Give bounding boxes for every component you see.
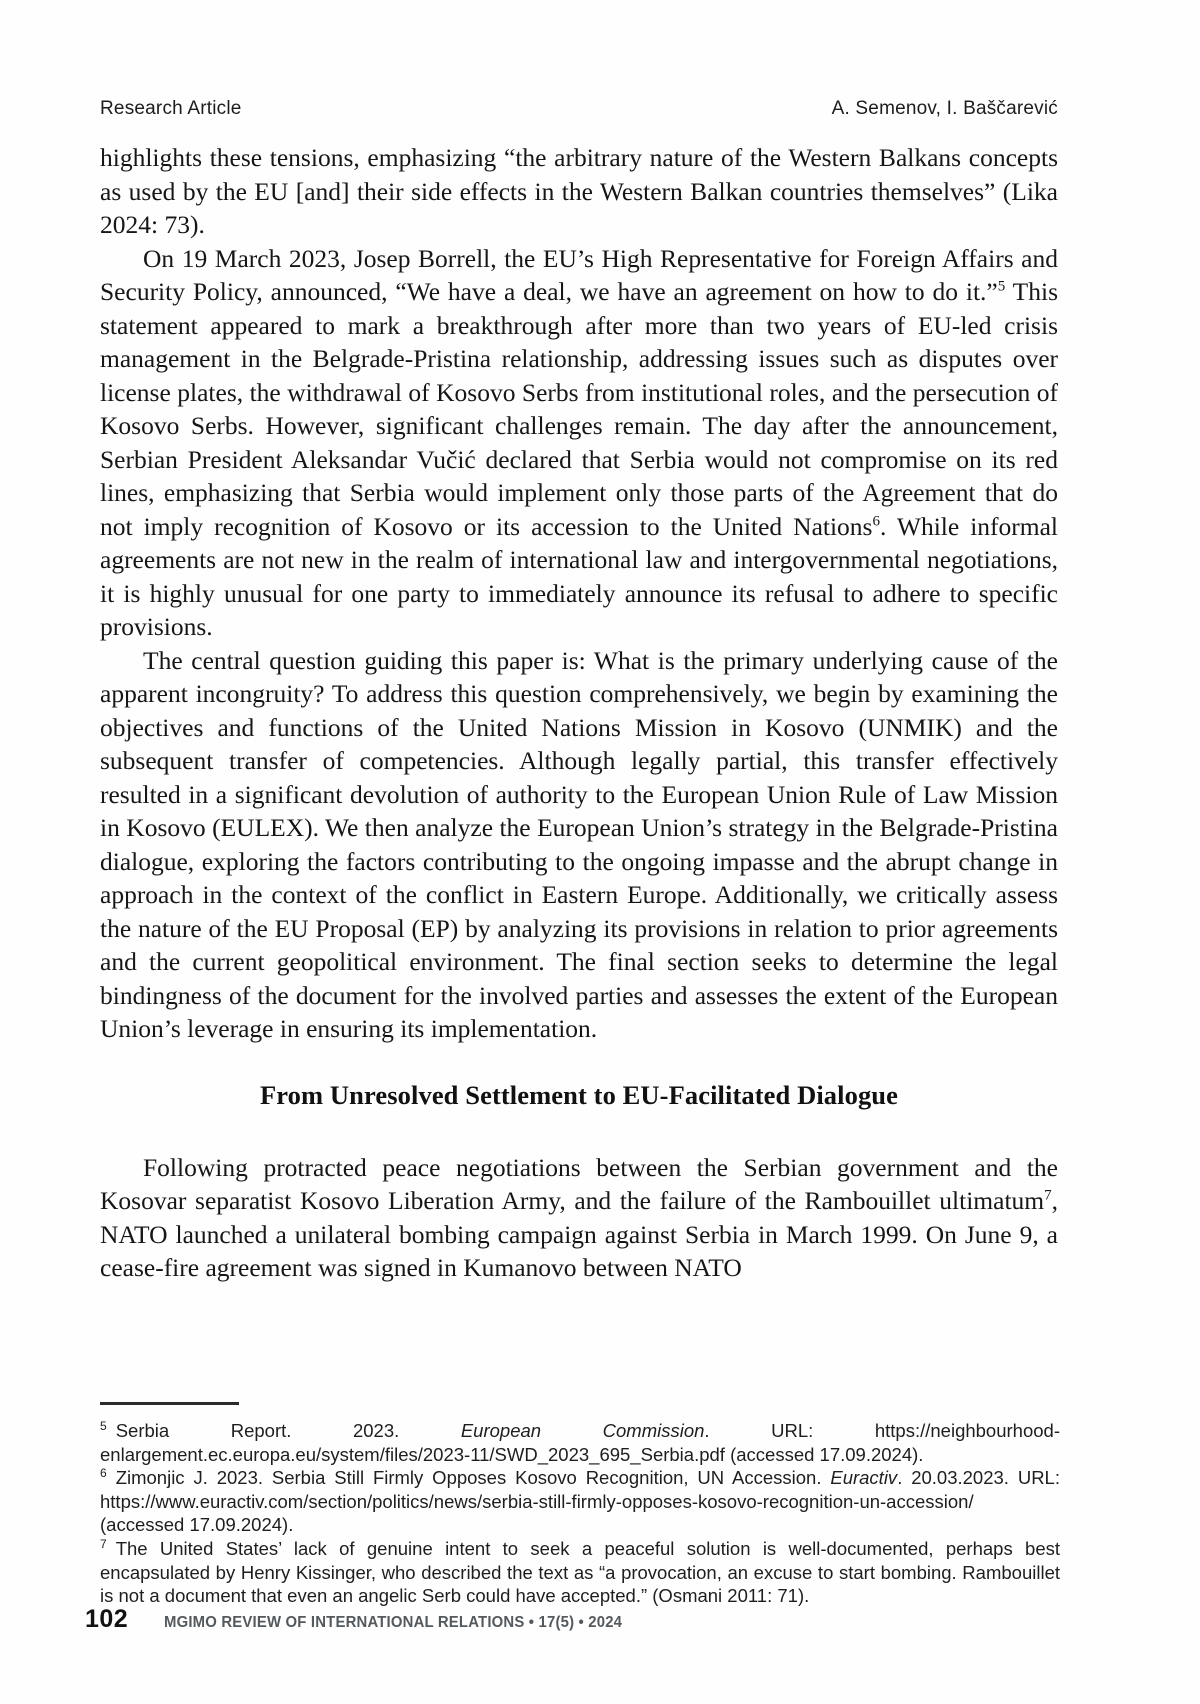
page-number: 102 [85, 1605, 129, 1633]
page-footer [85, 1605, 641, 1634]
body-paragraph: Following protracted peace negotiations between the Serbian government and the Kosovar separatist Kosovo Liberation Army, and the failure of the Rambouillet ultimatum$^7$, NATO launched a unilateral bombing campaign against Serbia in March 1999. On June 9, a cease-fire agreement was signed in Kumanovo between NATO [100, 1152, 1058, 1282]
footnotes-section [100, 1402, 1060, 1608]
body-paragraph: The central question guiding this paper is: What is the primary underlying cause of the apparent incongruity? To address this question comprehensively, we begin by examining the objectives and functions of the United Nations Mission in Kosovo (UNMIK) and the subsequent transfer of competencies. Although legally partial, this transfer effectively resulted in a significant devolution of authority to the European Union Rule of Law Mission in Kosovo (EULEX). We then analyze the European Union’s strategy in the Belgrade-Pristina dialogue, exploring the factors contributing to the ongoing impasse and the abrupt change in approach in the context of the conflict in Eastern Europe. Additionally, we critically assess the nature of the EU Proposal (EP) by analyzing its provisions in relation to prior agreements and the current geopolitical environment. The final section seeks to determine the legal bindingness of the document for the involved parties and assesses the extent of the European Union’s leverage in ensuring its implementation. [100, 645, 1058, 1043]
footnote-text: Zimonjic J. 2023. Serbia Still Firmly Opposes Kosovo Recognition, UN Accession. Euractiv. 20.03.2023. URL: https://www.euractiv.com/section/politics/news/serbia-still-firmly-opposes-kosovo-recognition-un-accession/ (accessed 17.09.2024). [100, 1467, 1060, 1536]
authors-label: A. Semenov, I. Baščarević [831, 98, 1058, 119]
article-body [100, 141, 1058, 1285]
section-heading: From Unresolved Settlement to EU-Facilitated Dialogue [260, 1079, 898, 1110]
body-paragraph: On 19 March 2023, Josep Borrell, the EU’s High Representative for Foreign Affairs and Security Policy, announced, “We have a deal, we have an agreement on how to do it.”$^5$ This statement appeared to mark a breakthrough after more than two years of EU-led crisis management in the Belgrade-Pristina relationship, addressing issues such as disputes over license plates, the withdrawal of Kosovo Serbs from institutional roles, and the persecution of Kosovo Serbs. However, significant challenges remain. The day after the announcement, Serbian President Aleksandar Vučić declared that Serbia would not compromise on its red lines, emphasizing that Serbia would implement only those parts of the Agreement that do not imply recognition of Kosovo or its accession to the United Nations$^6$. While informal agreements are not new in the realm of international law and intergovernmental negotiations, it is highly unusual for one party to immediately announce its refusal to adhere to specific provisions. [100, 243, 1058, 641]
footnote-separator [100, 1402, 239, 1405]
body-paragraph: highlights these tensions, emphasizing “the arbitrary nature of the Western Balkans concepts as used by the EU [and] their side effects in the Western Balkan countries themselves” (Lika 2024: 73). [100, 143, 1058, 239]
journal-title: MGIMO REVIEW OF INTERNATIONAL RELATIONS • 17(5) • 2024 [164, 1614, 623, 1631]
footnote [100, 1537, 1060, 1608]
footnote [100, 1466, 1060, 1537]
footnote-marker: 5 [100, 1418, 107, 1433]
footnote [100, 1419, 1060, 1466]
article-type-label: Research Article [100, 98, 242, 119]
footnote-text: Serbia Report. 2023. European Commission. URL: https://neighbourhood-enlargement.ec.europa.eu/system/files/2023-11/SWD_2023_695_Serbia.pdf (accessed 17.09.2024). [100, 1420, 1060, 1465]
footnote-marker: 6 [100, 1466, 107, 1481]
footnote-text: The United States’ lack of genuine intent to seek a peaceful solution is well-documented, perhaps best encapsulated by Henry Kissinger, who described the text as “a provocation, an excuse to start bombing. Rambouillet is not a document that even an angelic Serb could have accepted.” (Osmani 2011: 71). [100, 1537, 1060, 1607]
footnote-marker: 7 [100, 1536, 107, 1551]
running-header [100, 98, 1058, 120]
